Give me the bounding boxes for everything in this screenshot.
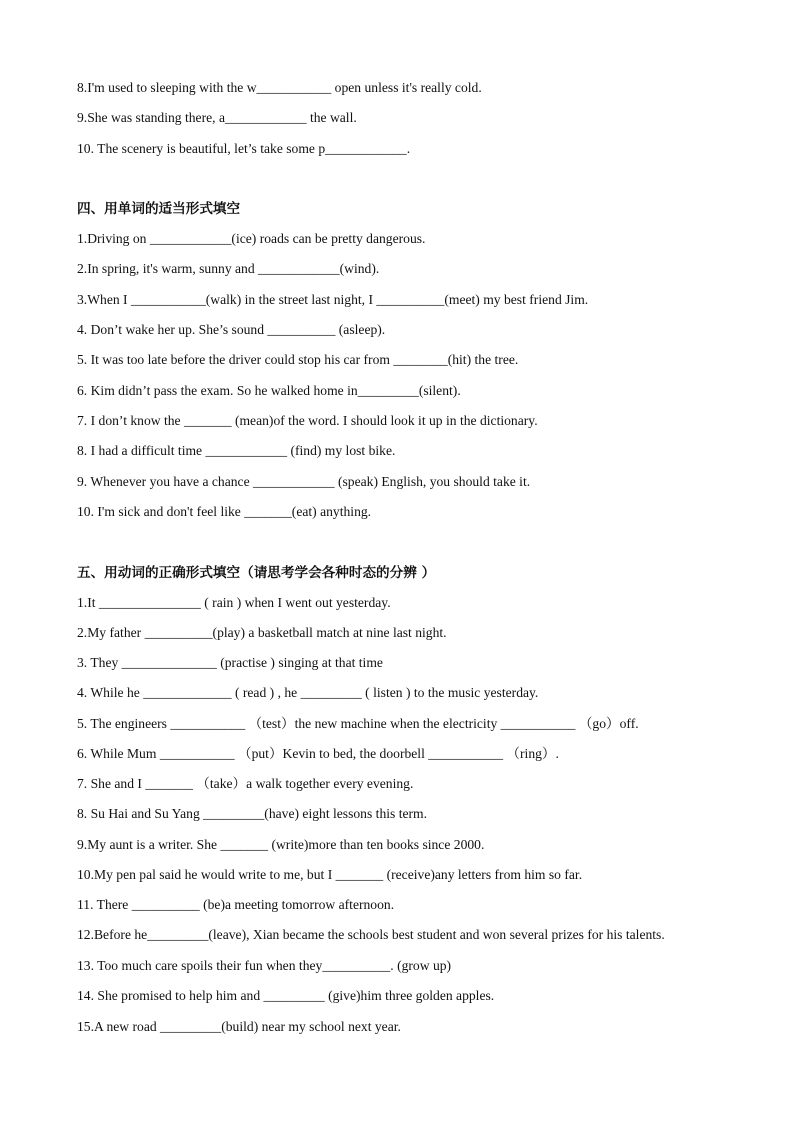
question-5-1: 1.It _______________ ( rain ) when I went out yesterday. xyxy=(77,595,391,610)
question-3-10: 10. The scenery is beautiful, let’s take some p____________. xyxy=(77,141,411,156)
question-5-15: 15.A new road _________(build) near my school next year. xyxy=(77,1019,401,1034)
question-5-8: 8. Su Hai and Su Yang _________(have) eight lessons this term. xyxy=(77,806,428,821)
question-5-5: 5. The engineers ___________ （test）the new machine when the electricity ___________ （go）off. xyxy=(77,716,639,731)
question-4-7: 7. I don’t know the _______ (mean)of the word. I should look it up in the dictionary. xyxy=(77,413,538,428)
question-4-1: 1.Driving on ____________(ice) roads can be pretty dangerous. xyxy=(77,231,426,246)
question-5-3: 3. They ______________ (practise ) singing at that time xyxy=(77,655,383,670)
question-4-10: 10. I'm sick and don't feel like _______(eat) anything. xyxy=(77,504,372,519)
question-5-12: 12.Before he_________(leave), Xian became the schools best student and won several prizes for his talents. xyxy=(77,927,665,942)
question-4-8: 8. I had a difficult time ____________ (find) my lost bike. xyxy=(77,443,396,458)
question-3-8: 8.I'm used to sleeping with the w___________ open unless it's really cold. xyxy=(77,80,482,95)
section-four-title: 四、用单词的适当形式填空 xyxy=(77,201,241,217)
question-4-3: 3.When I ___________(walk) in the street last night, I __________(meet) my best friend Jim. xyxy=(77,292,589,307)
question-5-9: 9.My aunt is a writer. She _______ (write)more than ten books since 2000. xyxy=(77,837,485,852)
question-5-6: 6. While Mum ___________ （put）Kevin to bed, the doorbell ___________ （ring）. xyxy=(77,746,559,761)
question-5-2: 2.My father __________(play) a basketball match at nine last night. xyxy=(77,625,447,640)
question-4-6: 6. Kim didn’t pass the exam. So he walked home in_________(silent). xyxy=(77,383,461,398)
question-5-11: 11. There __________ (be)a meeting tomorrow afternoon. xyxy=(77,897,395,912)
question-3-9: 9.She was standing there, a____________ the wall. xyxy=(77,110,357,125)
question-5-4: 4. While he _____________ ( read ) , he _________ ( listen ) to the music yesterday. xyxy=(77,685,539,700)
question-4-9: 9. Whenever you have a chance ____________ (speak) English, you should take it. xyxy=(77,474,531,489)
question-5-14: 14. She promised to help him and _________ (give)him three golden apples. xyxy=(77,988,495,1003)
question-5-13: 13. Too much care spoils their fun when they__________. (grow up) xyxy=(77,958,452,973)
question-4-2: 2.In spring, it's warm, sunny and ____________(wind). xyxy=(77,261,380,276)
question-4-4: 4. Don’t wake her up. She’s sound __________ (asleep). xyxy=(77,322,386,337)
question-5-7: 7. She and I _______ （take）a walk together every evening. xyxy=(77,776,414,791)
question-4-5: 5. It was too late before the driver could stop his car from ________(hit) the tree. xyxy=(77,352,519,367)
question-5-10: 10.My pen pal said he would write to me, but I _______ (receive)any letters from him so far. xyxy=(77,867,583,882)
section-five-title: 五、用动词的正确形式填空（请思考学会各种时态的分辨 ） xyxy=(77,565,436,581)
